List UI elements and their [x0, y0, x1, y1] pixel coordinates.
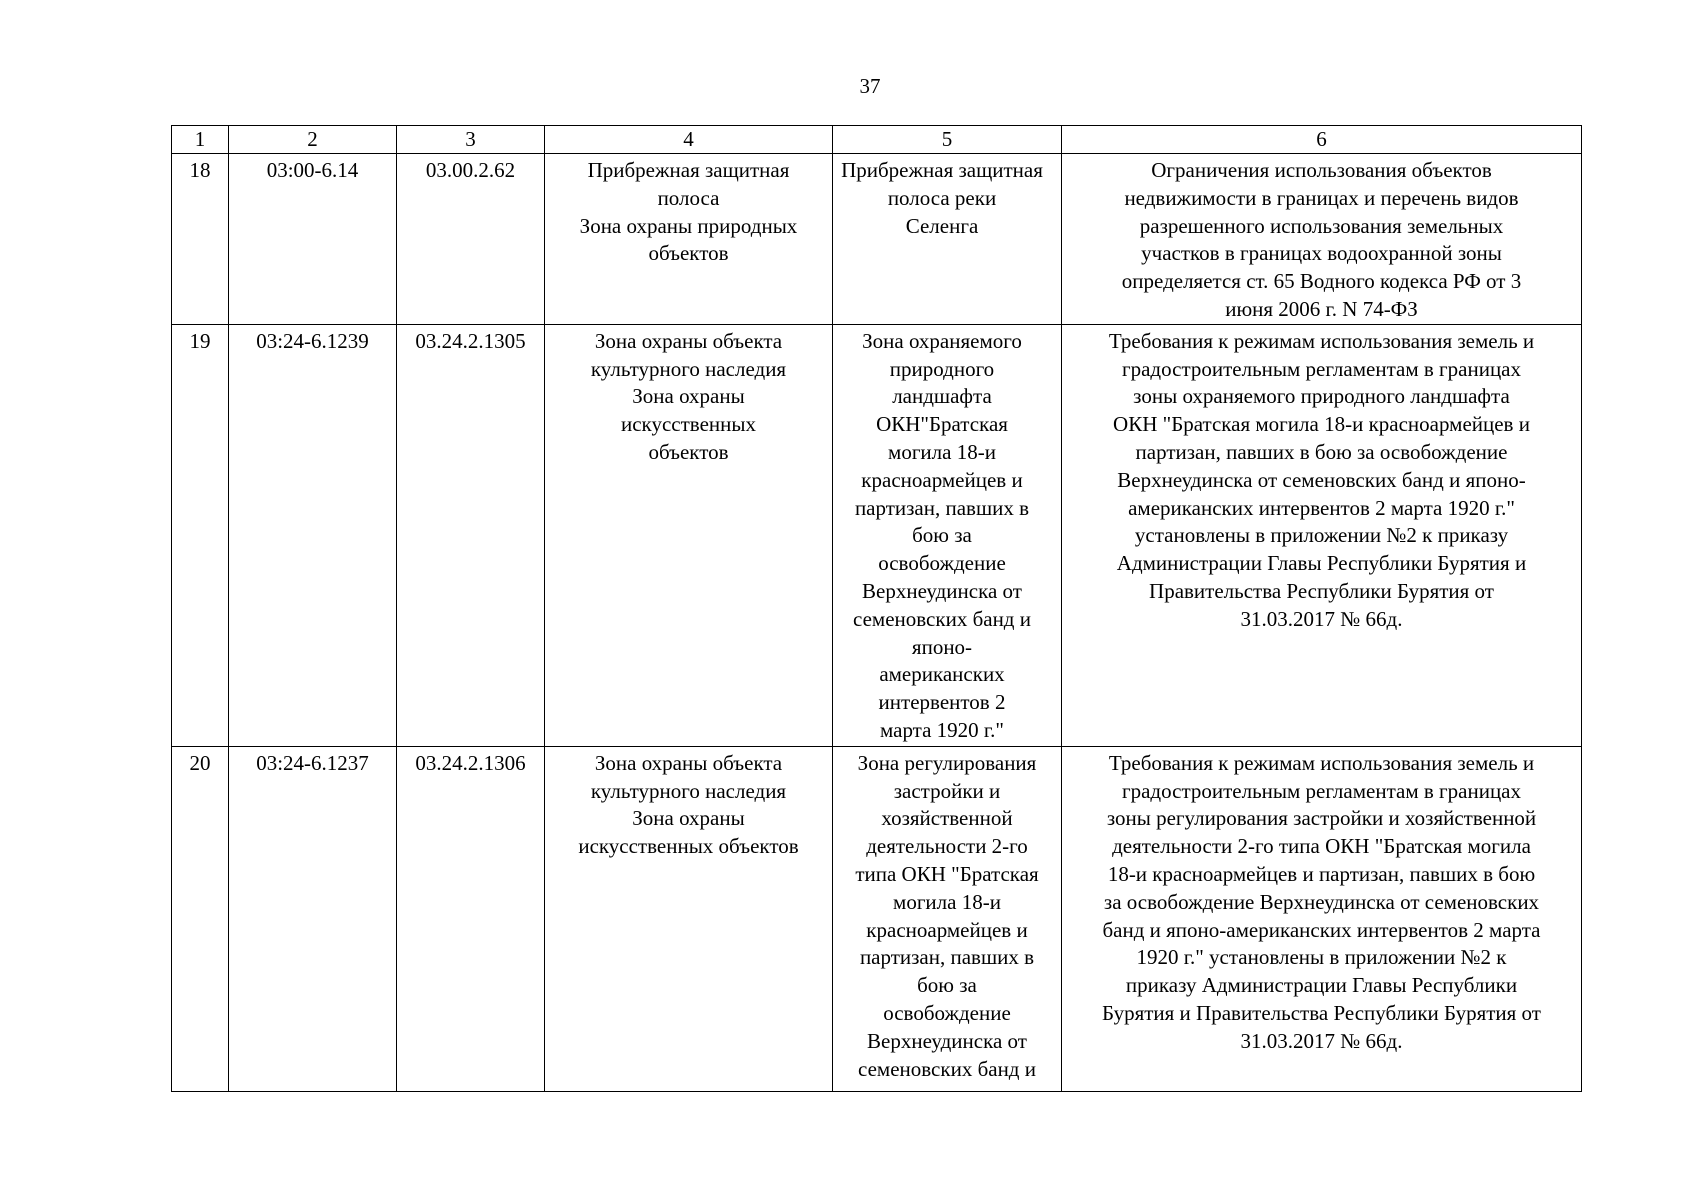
- zone-name: [833, 154, 1062, 325]
- row-number: 18: [172, 154, 229, 325]
- zone-type: [545, 746, 833, 1091]
- registry-number: 03.24.2.1305: [397, 324, 545, 746]
- registry-number: 03.00.2.62: [397, 154, 545, 325]
- cadastral-code: 03:24-6.1237: [229, 746, 397, 1091]
- cadastral-code: 03:00-6.14: [229, 154, 397, 325]
- zone-type: [545, 324, 833, 746]
- column-header: 5: [833, 126, 1062, 154]
- zone-restrictions: [1062, 746, 1582, 1091]
- zone-name: [833, 324, 1062, 746]
- zone-restrictions: Ограничения использования объектов недвижимости в границах и перечень видов разрешенного использования земельных участков в границах водоохранной зоны определяется ст. 65 Водного кодекса РФ от 3 июня 2006 г. N 74-ФЗ: [1062, 154, 1582, 325]
- zone-name: [833, 746, 1062, 1091]
- column-header: 4: [545, 126, 833, 154]
- table-row: [172, 154, 1582, 325]
- row-number: 19: [172, 324, 229, 746]
- zone-type-text: Зона охраны объекта культурного наследия Зона охраны искусственных объектов: [578, 750, 799, 859]
- column-header: 1: [172, 126, 229, 154]
- table-row: [172, 746, 1582, 1091]
- zone-type-text: Зона охраны объекта культурного наследия Зона охраны искусственных объектов: [590, 328, 787, 464]
- zones-table: [171, 125, 1582, 1092]
- column-header: 2: [229, 126, 397, 154]
- page-number: 37: [859, 74, 881, 98]
- zone-name-text: Зона охраняемого природного ландшафта ОКН"Братская могила 18-и красноармейцев и партизан, павших в бою за освобождение Верхнеудинска от семеновских банд и японо- американских интервентов 2 марта 1920 г.": [853, 328, 1031, 742]
- table-row: [172, 324, 1582, 746]
- zone-restrictions-text: Требования к режимам использования земель и градостроительным регламентам в границах зоны охраняемого природного ландшафта ОКН "Братская могила 18-и красноармейцев и партизан, павших в бою за освобождение Верхнеудинска от семеновских банд и японо- американских интервентов 2 марта 1920 г." установлены в приложении №2 к приказу Администрации Главы Республики Бурятия и Правительства Республики Бурятия от 31.03.2017 № 66д.: [1108, 328, 1535, 631]
- table-header-row: [172, 126, 1582, 154]
- column-header: 3: [397, 126, 545, 154]
- zone-name-text: Зона регулирования застройки и хозяйственной деятельности 2-го типа ОКН "Братская могила 18-и красноармейцев и партизан, павших в бою за освобождение Верхнеудинска от семеновских банд и: [855, 750, 1039, 1081]
- column-header: 6: [1062, 126, 1582, 154]
- row-number: 20: [172, 746, 229, 1091]
- zone-name-text: Прибрежная защитная полоса реки Селенга: [841, 158, 1043, 238]
- zone-restrictions-text: Требования к режимам использования земель и градостроительным регламентам в границах зоны регулирования застройки и хозяйственной деятельности 2-го типа ОКН "Братская могила 18-и красноармейцев и партизан, павших в бою за освобождение Верхнеудинска от семеновских банд и японо-американских интервентов 2 марта 1920 г." установлены в приложении №2 к приказу Администрации Главы Республики Бурятия и Правительства Республики Бурятия от 31.03.2017 № 66д.: [1102, 750, 1541, 1053]
- zone-type-text: Прибрежная защитная полоса Зона охраны природных объектов: [579, 158, 798, 266]
- zone-type: [545, 154, 833, 325]
- registry-number: 03.24.2.1306: [397, 746, 545, 1091]
- zone-restrictions: [1062, 324, 1582, 746]
- cadastral-code: 03:24-6.1239: [229, 324, 397, 746]
